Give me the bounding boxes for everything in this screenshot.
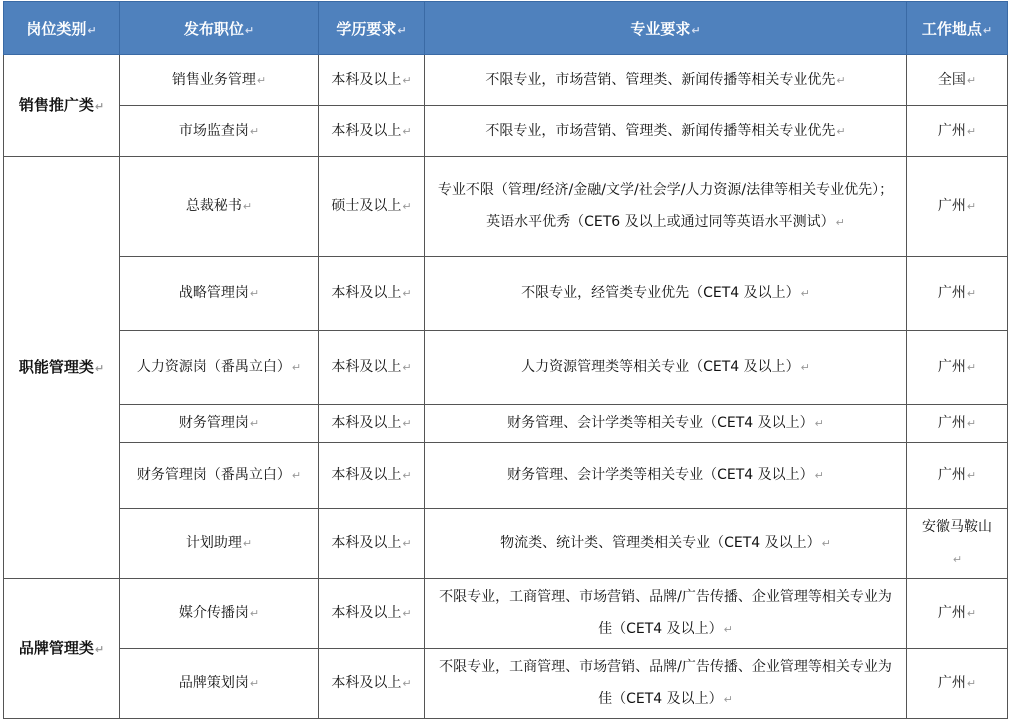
table-row: [4, 509, 1008, 579]
position-cell: 人力资源岗（番禺立白）↵: [120, 331, 319, 405]
table-row: [4, 443, 1008, 509]
category-cell: 职能管理类↵: [4, 157, 120, 579]
position-cell: 财务管理岗↵: [120, 405, 319, 443]
category-cell: 品牌管理类↵: [4, 579, 120, 719]
location-cell: 安徽马鞍山↵: [907, 509, 1008, 579]
header-row: [4, 2, 1008, 55]
job-table: [3, 1, 1008, 719]
header-position: 发布职位↵: [120, 2, 319, 55]
major-cell: 不限专业，市场营销、管理类、新闻传播等相关专业优先↵: [425, 106, 907, 157]
education-cell: 本科及以上↵: [319, 405, 425, 443]
table-row: [4, 331, 1008, 405]
location-cell: 广州↵: [907, 331, 1008, 405]
education-cell: 硕士及以上↵: [319, 157, 425, 257]
table-row: [4, 106, 1008, 157]
education-cell: 本科及以上↵: [319, 257, 425, 331]
major-cell: 财务管理、会计学类等相关专业（CET4 及以上）↵: [425, 405, 907, 443]
major-cell: 专业不限（管理/经济/金融/文学/社会学/人力资源/法律等相关专业优先）；英语水平优秀（CET6 及以上或通过同等英语水平测试）↵: [425, 157, 907, 257]
position-cell: 销售业务管理↵: [120, 55, 319, 106]
education-cell: 本科及以上↵: [319, 331, 425, 405]
location-cell: 全国↵: [907, 55, 1008, 106]
category-cell: 销售推广类↵: [4, 55, 120, 157]
position-cell: 计划助理↵: [120, 509, 319, 579]
header-major: 专业要求↵: [425, 2, 907, 55]
table-row: [4, 55, 1008, 106]
location-cell: 广州↵: [907, 257, 1008, 331]
header-category: 岗位类别↵: [4, 2, 120, 55]
major-cell: 不限专业，经管类专业优先（CET4 及以上）↵: [425, 257, 907, 331]
location-cell: 广州↵: [907, 443, 1008, 509]
position-cell: 市场监查岗↵: [120, 106, 319, 157]
major-cell: 财务管理、会计学类等相关专业（CET4 及以上）↵: [425, 443, 907, 509]
education-cell: 本科及以上↵: [319, 443, 425, 509]
header-location: 工作地点↵: [907, 2, 1008, 55]
major-cell: 不限专业，工商管理、市场营销、品牌/广告传播、企业管理等相关专业为佳（CET4 及以上）↵: [425, 649, 907, 719]
location-cell: 广州↵: [907, 579, 1008, 649]
location-cell: 广州↵: [907, 649, 1008, 719]
table-row: [4, 649, 1008, 719]
location-cell: 广州↵: [907, 157, 1008, 257]
table-row: [4, 157, 1008, 257]
position-cell: 品牌策划岗↵: [120, 649, 319, 719]
major-cell: 物流类、统计类、管理类相关专业（CET4 及以上）↵: [425, 509, 907, 579]
position-cell: 财务管理岗（番禺立白）↵: [120, 443, 319, 509]
major-cell: 不限专业，市场营销、管理类、新闻传播等相关专业优先↵: [425, 55, 907, 106]
table-row: [4, 579, 1008, 649]
header-education: 学历要求↵: [319, 2, 425, 55]
education-cell: 本科及以上↵: [319, 649, 425, 719]
position-cell: 战略管理岗↵: [120, 257, 319, 331]
education-cell: 本科及以上↵: [319, 55, 425, 106]
education-cell: 本科及以上↵: [319, 106, 425, 157]
position-cell: 总裁秘书↵: [120, 157, 319, 257]
education-cell: 本科及以上↵: [319, 509, 425, 579]
table-row: [4, 405, 1008, 443]
table-row: [4, 257, 1008, 331]
education-cell: 本科及以上↵: [319, 579, 425, 649]
location-cell: 广州↵: [907, 405, 1008, 443]
location-cell: 广州↵: [907, 106, 1008, 157]
major-cell: 人力资源管理类等相关专业（CET4 及以上）↵: [425, 331, 907, 405]
position-cell: 媒介传播岗↵: [120, 579, 319, 649]
major-cell: 不限专业，工商管理、市场营销、品牌/广告传播、企业管理等相关专业为佳（CET4 及以上）↵: [425, 579, 907, 649]
